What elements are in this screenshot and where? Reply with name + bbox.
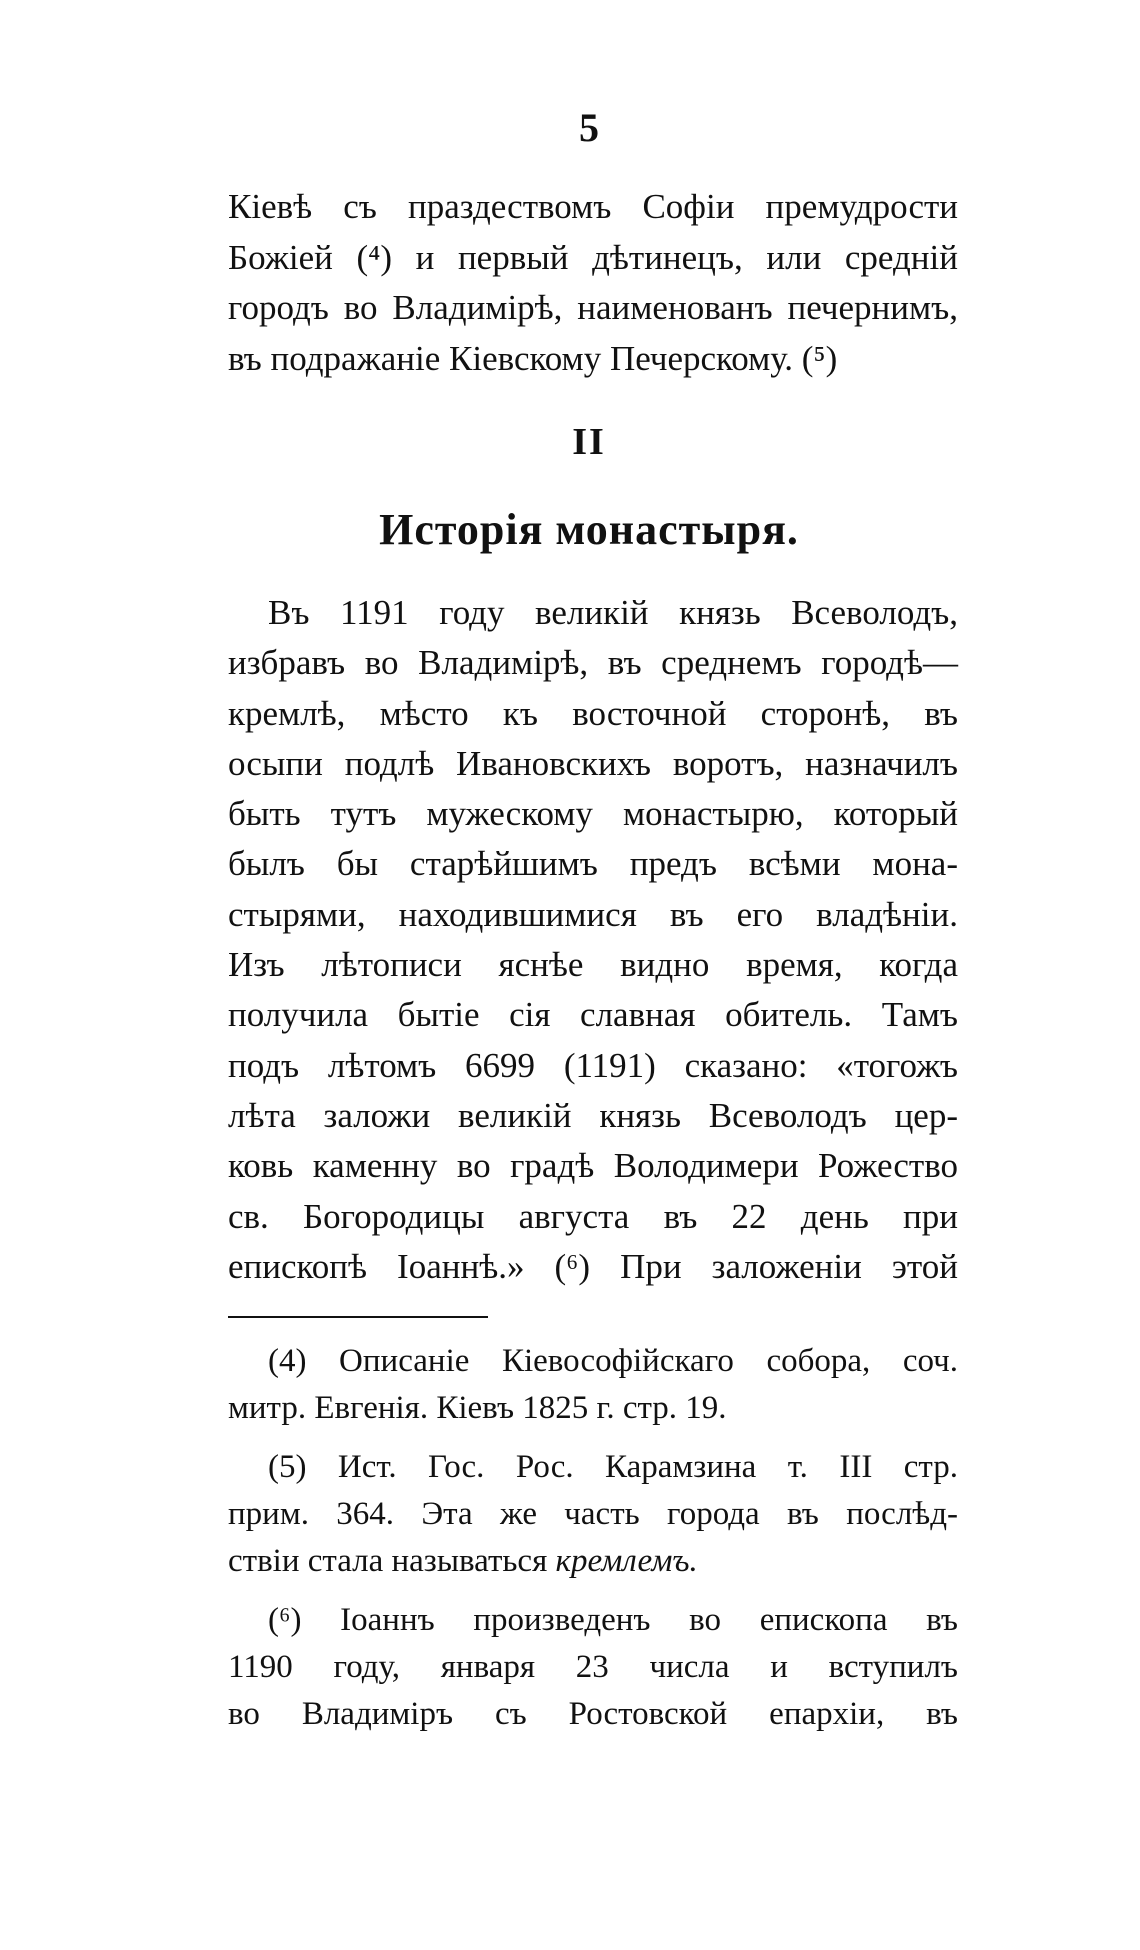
page-number: 5 [579,105,599,150]
footnote-line: митр. Евгенія. Кіевъ 1825 г. стр. 19. [228,1390,727,1426]
text-line: былъ бы старѣйшимъ предъ всѣми мона- [228,844,958,884]
footnote-italic-word: кремлемъ. [555,1543,698,1579]
text-line: избравъ во Владимірѣ, въ среднемъ городѣ— [228,643,958,683]
text-line: городъ во Владимірѣ, наименованъ печернимъ, [228,288,958,327]
text-line: кремлѣ, мѣсто къ восточной сторонѣ, въ [228,693,958,733]
footnote-line: прим. 364. Эта же часть города въ послѣд- [228,1496,958,1532]
text-line: стырями, находившимися въ его владѣніи. [228,894,958,934]
text-line: осыпи подлѣ Ивановскихъ воротъ, назначилъ [228,743,958,783]
text-line: епископѣ Іоаннѣ.» (⁶) При заложеніи этой [228,1246,958,1286]
footnote-divider [228,1316,488,1318]
footnote-line: (5) Ист. Гос. Рос. Карамзина т. III стр. [268,1449,958,1485]
footnote-text: ствіи стала называться [228,1543,556,1579]
text-line: Изъ лѣтописи яснѣе видно время, когда [228,945,958,985]
footnote-line [228,1538,958,1585]
text-line: ковь каменну во градѣ Володимери Рожество [228,1146,958,1186]
text-line: Въ 1191 году великій князь Всеволодъ, [268,593,958,632]
footnote-line: во Владиміръ съ Ростовской епархіи, въ [228,1696,958,1732]
text-line: Божіей (⁴) и первый дѣтинецъ, или средній [228,237,958,277]
text-line: св. Богородицы августа въ 22 день при [228,1196,958,1236]
text-line: получила бытіе сія славная обитель. Тамъ [228,995,958,1035]
footnotes [228,1338,958,1750]
footnote-line: (⁶) Іоаннъ произведенъ во епископа въ [268,1602,958,1638]
footnote-line: 1190 году, января 23 числа и вступилъ [228,1649,958,1685]
text-line: подъ лѣтомъ 6699 (1191) сказано: «тогожъ [228,1045,958,1085]
footnote-6 [228,1597,958,1738]
section-title: Исторія монастыря. [379,505,799,554]
intro-paragraph [228,182,958,384]
text-line: лѣта заложи великій князь Всеволодъ цер- [228,1095,958,1135]
text-line: Кіевѣ съ праздествомъ Софіи премудрости [228,187,958,226]
footnote-line: (4) Описаніе Кіевософійскаго собора, соч. [268,1343,958,1379]
text-line: быть тутъ мужескому монастырю, который [228,794,958,834]
section-number: II [572,421,606,463]
footnote-4 [228,1338,958,1432]
body-paragraph [228,588,958,1292]
text-line: въ подражаніе Кіевскому Печерскому. (⁵) [228,338,838,378]
footnote-5 [228,1444,958,1585]
